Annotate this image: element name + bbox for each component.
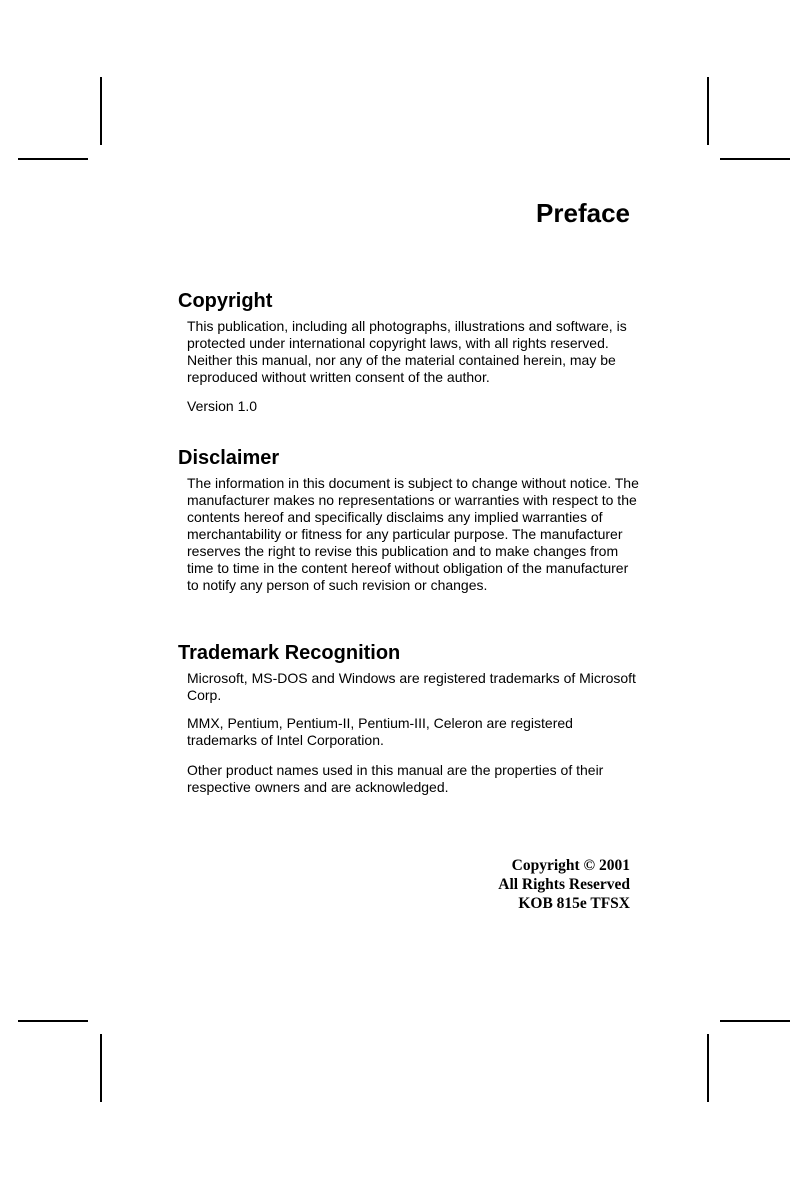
crop-mark-top-right-vertical xyxy=(707,77,709,145)
crop-mark-bottom-right-horizontal xyxy=(720,1020,790,1022)
section-heading-disclaimer: Disclaimer xyxy=(178,447,280,469)
disclaimer-paragraph: The information in this document is subject to change without notice. The manufacturer makes no representations or warranties with respect to the contents hereof and specifically disclaims any implied warranties of merchantability or fitness for any particular purpose. The manufacturer reserves the right to revise this publication and to make changes from time to time in the content hereof without obligation of the manufacturer to notify any person of such revision or changes. xyxy=(187,475,639,593)
trademark-paragraph-other: Other product names used in this manual are the properties of their respective owners and are acknowledged. xyxy=(187,762,604,795)
crop-mark-bottom-left-horizontal xyxy=(18,1020,88,1022)
copyright-paragraph: This publication, including all photographs, illustrations and software, is protected under international copyright laws, with all rights reserved. Neither this manual, nor any of the material contained herein, may be reproduced without written consent of the author. xyxy=(187,318,627,385)
copyright-signature-block xyxy=(498,856,630,913)
trademark-paragraph-intel: MMX, Pentium, Pentium-II, Pentium-III, Celeron are registered trademarks of Intel Corporation. xyxy=(187,715,573,748)
signature-product-name: KOB 815e TFSX xyxy=(518,895,630,912)
crop-mark-top-left-horizontal xyxy=(18,158,88,160)
page-title: Preface xyxy=(536,198,630,228)
crop-mark-bottom-left-vertical xyxy=(100,1034,102,1102)
trademark-paragraph-microsoft: Microsoft, MS-DOS and Windows are registered trademarks of Microsoft Corp. xyxy=(187,670,636,703)
crop-mark-bottom-right-vertical xyxy=(707,1034,709,1102)
signature-copyright-year: Copyright © 2001 xyxy=(511,857,630,874)
version-text: Version 1.0 xyxy=(187,398,258,414)
section-heading-copyright: Copyright xyxy=(178,290,273,312)
signature-rights-reserved: All Rights Reserved xyxy=(498,876,630,893)
section-heading-trademark-recognition: Trademark Recognition xyxy=(178,642,401,664)
crop-mark-top-right-horizontal xyxy=(720,158,790,160)
crop-mark-top-left-vertical xyxy=(100,77,102,145)
